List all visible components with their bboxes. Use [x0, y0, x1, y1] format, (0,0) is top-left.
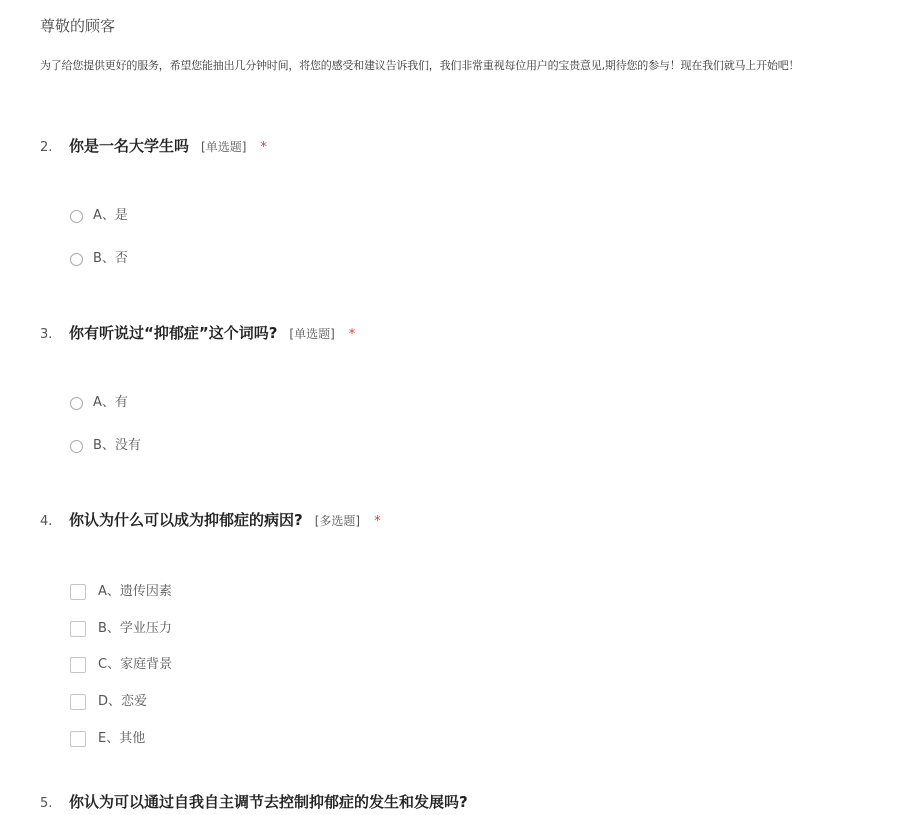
question-3-header [40, 322, 355, 344]
question-2-header [40, 135, 267, 157]
checkbox[interactable] [70, 657, 86, 673]
option-label: C、家庭背景 [98, 657, 173, 672]
question-4-header [40, 509, 381, 531]
checkbox[interactable] [70, 694, 86, 710]
option-2a[interactable] [70, 206, 128, 226]
radio-button[interactable] [70, 253, 83, 266]
option-label: D、恋爱 [98, 694, 148, 709]
option-label: A、有 [93, 395, 128, 410]
question-type-label: [单选题] [201, 140, 247, 154]
question-title: 你认为可以通过自我自主调节去控制抑郁症的发生和发展吗? [69, 793, 468, 811]
option-label: A、遗传因素 [98, 584, 172, 599]
checkbox[interactable] [70, 731, 86, 747]
option-label: E、其他 [98, 731, 146, 746]
option-4c[interactable] [70, 655, 172, 675]
radio-button[interactable] [70, 440, 83, 453]
question-number: 5. [40, 796, 53, 811]
question-title: 你有听说过“抑郁症”这个词吗? [69, 324, 278, 342]
question-title: 你是一名大学生吗 [69, 137, 190, 155]
question-number: 4. [40, 514, 53, 529]
option-4a[interactable] [70, 582, 172, 602]
required-marker: * [348, 327, 356, 342]
question-title: 你认为什么可以成为抑郁症的病因? [69, 511, 303, 529]
radio-button[interactable] [70, 210, 83, 223]
option-2b[interactable] [70, 249, 128, 269]
option-label: A、是 [93, 208, 128, 223]
required-marker: * [260, 140, 267, 155]
checkbox[interactable] [70, 584, 86, 600]
required-marker: * [374, 514, 381, 529]
option-4d[interactable] [70, 692, 147, 712]
option-3a[interactable] [70, 393, 128, 413]
question-5-header [40, 791, 468, 813]
option-3b[interactable] [70, 436, 141, 456]
option-label: B、没有 [93, 438, 141, 453]
question-number: 2. [40, 140, 53, 155]
survey-intro: 为了给您提供更好的服务，希望您能抽出几分钟时间，将您的感受和建议告诉我们，我们非常重视每位用户的宝贵意见,期待您的参与！现在我们就马上开始吧！ [40, 59, 800, 72]
option-4b[interactable] [70, 619, 172, 639]
checkbox[interactable] [70, 621, 86, 637]
question-type-label: [多选题] [314, 514, 361, 528]
option-4e[interactable] [70, 729, 145, 749]
question-number: 3. [40, 327, 53, 342]
option-label: B、否 [93, 251, 128, 266]
radio-button[interactable] [70, 397, 83, 410]
option-label: B、学业压力 [98, 621, 172, 636]
question-type-label: [单选题] [289, 327, 335, 341]
greeting-title: 尊敬的顾客 [40, 17, 116, 35]
